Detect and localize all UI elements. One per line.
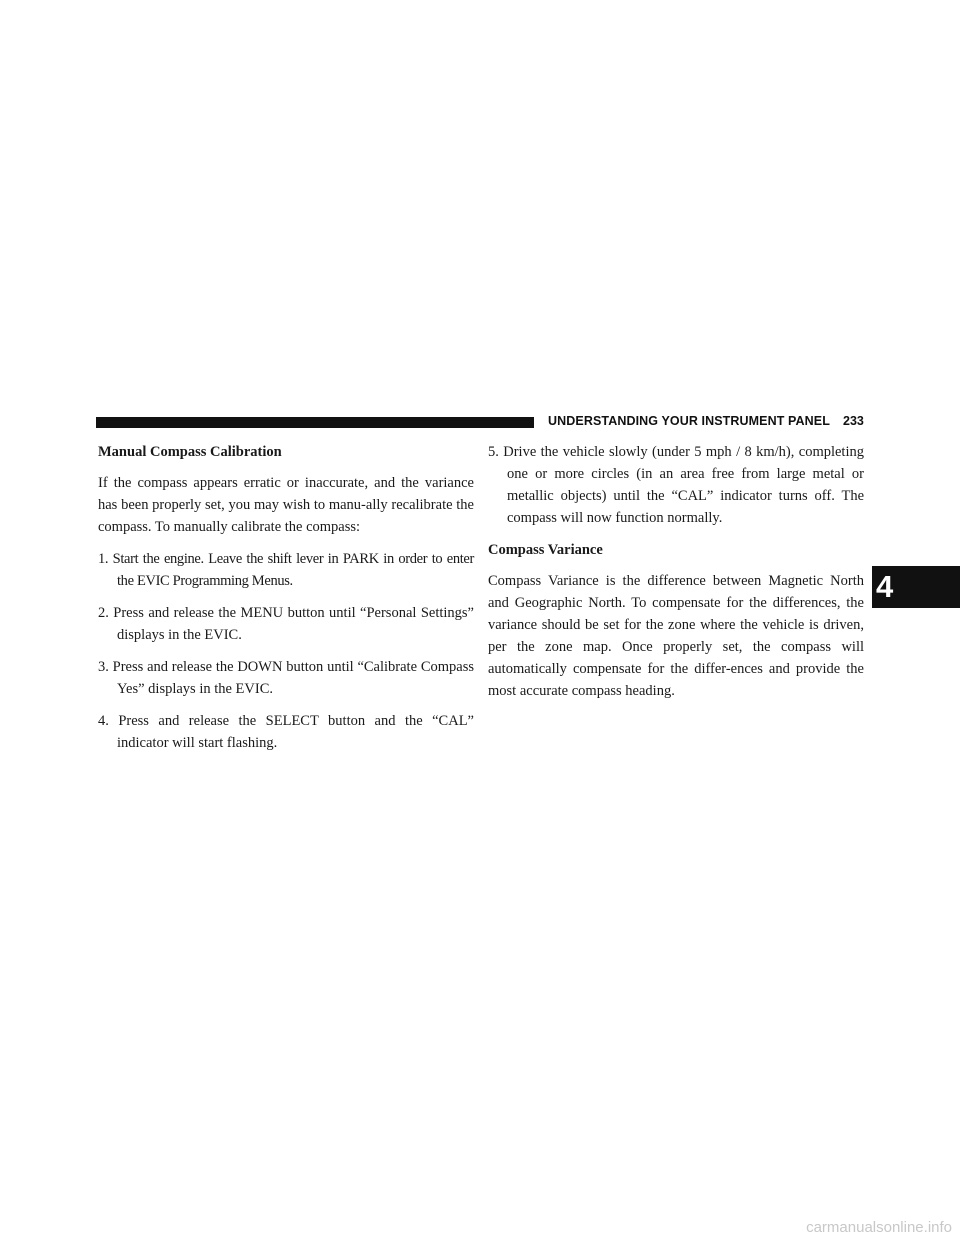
section-heading-manual-calibration: Manual Compass Calibration [98, 444, 282, 460]
list-item-step-4: 4. Press and release the SELECT button and the “CAL” indicator will start flashing. [98, 713, 474, 751]
running-header-title: UNDERSTANDING YOUR INSTRUMENT PANEL [548, 414, 830, 428]
watermark-text: carmanualsonline.info [806, 1219, 952, 1236]
page-number: 233 [843, 414, 864, 428]
right-column [488, 441, 864, 712]
list-item-step-5: 5. Drive the vehicle slowly (under 5 mph / 8 km/h), completing one or more circles (in an area free from large metal or metallic objects) until the “CAL” indicator turns off. The compass will now function normally. [488, 444, 864, 526]
list-item-step-3: 3. Press and release the DOWN button until “Calibrate Compass Yes” displays in the EVIC. [98, 659, 474, 697]
left-column [98, 441, 474, 764]
variance-paragraph: Compass Variance is the difference between Magnetic North and Geographic North. To compensate for the differences, the variance should be set for the zone where the vehicle is driven, per the zone map. Once properly set, the compass will automatically compensate for the differ-ences and provide the most accurate compass heading. [488, 573, 864, 699]
list-item-step-1: 1. Start the engine. Leave the shift lever in PARK in order to enter the EVIC Programming Menus. [98, 551, 474, 589]
header-rule [96, 417, 534, 428]
section-heading-compass-variance: Compass Variance [488, 542, 603, 558]
chapter-number: 4 [876, 569, 894, 604]
intro-paragraph: If the compass appears erratic or inaccurate, and the variance has been properly set, you may wish to manu-ally recalibrate the compass. To manually calibrate the compass: [98, 475, 474, 535]
list-item-step-2: 2. Press and release the MENU button until “Personal Settings” displays in the EVIC. [98, 605, 474, 643]
